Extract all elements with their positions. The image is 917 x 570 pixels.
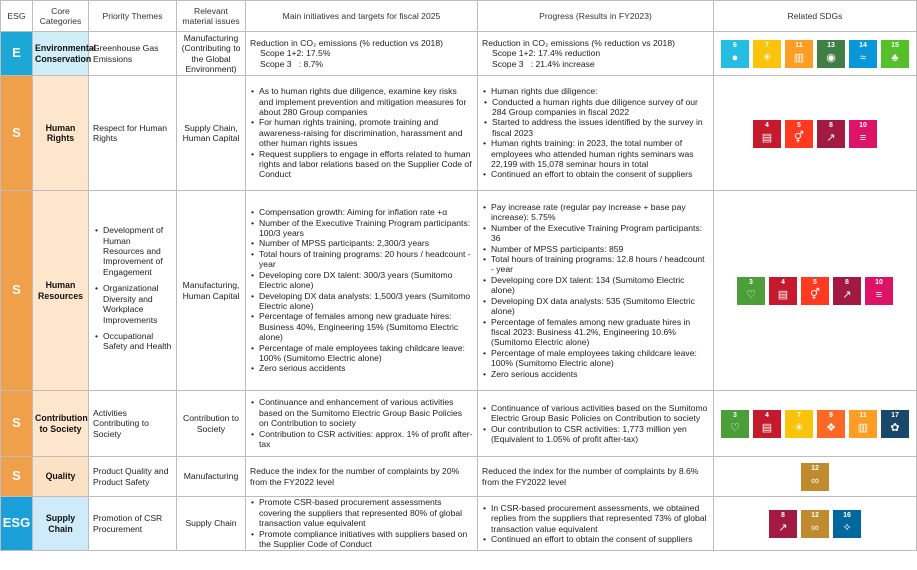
sdg-number: 16 <box>843 512 851 519</box>
gender-icon: ⚥ <box>794 131 804 144</box>
header-progress: Progress (Results in FY2023) <box>478 1 714 32</box>
sdg-9-cubes-icon <box>817 410 845 438</box>
sdg-10-equality-icon <box>849 120 877 148</box>
sdg-4-book-icon <box>753 120 781 148</box>
initiatives-cell <box>246 391 478 457</box>
infinity-icon: ∞ <box>811 522 819 534</box>
initiatives-cell: Reduce the index for the number of complaints by 20% from the FY2022 level <box>246 457 478 497</box>
book-icon: ▤ <box>761 131 773 144</box>
book-icon: ▤ <box>761 422 773 434</box>
progress-item: • Continued an effort to obtain the consent of suppliers <box>490 169 709 179</box>
progress-item: • Developing core DX talent: 134 (Sumitomo Electric alone) <box>490 275 709 296</box>
progress-item: • Human rights training: in 2023, the total number of employees who attended human rights seminars was 22,199 with 15,078 seminar hours in total <box>490 138 709 169</box>
esg-cell: S <box>1 191 33 391</box>
sdg-icon-group <box>737 277 893 305</box>
table-row <box>1 497 917 551</box>
initiative-line: Reduction in CO₂ emissions (% reduction vs 2018) <box>250 37 443 48</box>
gender-icon: ⚥ <box>810 289 820 301</box>
sdg-number: 4 <box>781 279 785 286</box>
sun-power-icon: ☀ <box>794 422 804 434</box>
table-row <box>1 191 917 391</box>
table-row <box>1 76 917 191</box>
progress-cell <box>478 76 714 191</box>
initiative-item: • Compensation growth: Aiming for inflation rate +α <box>258 207 473 217</box>
initiative-item: • Number of the Executive Training Program participants: 100/3 years <box>258 218 473 239</box>
progress-cell <box>478 497 714 551</box>
progress-line: Scope 1+2: 17.4% reduction <box>492 48 601 59</box>
sdg-12-infinity-icon <box>801 463 829 491</box>
sdg-17-flower-icon <box>881 410 909 438</box>
sdg-icon-group <box>801 463 829 491</box>
sdg-number: 8 <box>845 279 849 286</box>
sdg-icon-group <box>769 510 861 538</box>
material-issue-cell: Contribution to Society <box>177 391 246 457</box>
initiative-item: • Promote compliance initiatives with suppliers based on the Supplier Code of Conduct <box>258 529 473 550</box>
sdg-number: 4 <box>765 121 769 129</box>
header-priority-themes: Priority Themes <box>89 1 177 32</box>
sdg-cell <box>714 76 917 191</box>
progress-item: • Human rights due diligence: <box>490 86 709 96</box>
sdg-number: 7 <box>797 412 801 419</box>
sdg-3-heartbeat-icon <box>737 277 765 305</box>
initiative-item: • Request suppliers to engage in efforts related to human rights and labor relations based on the Supplier Code of Conduct <box>258 149 473 180</box>
sdg-4-book-icon <box>753 410 781 438</box>
sdg-5-gender-icon <box>801 277 829 305</box>
progress-item: • Our contribution to CSR activities: 1,773 million yen (Equivalent to 1.05% of profit after-tax) <box>490 424 709 445</box>
core-category-cell: Human Resources <box>33 191 89 391</box>
heartbeat-icon: ♡ <box>746 289 756 301</box>
core-category-cell: Human Rights <box>33 76 89 191</box>
progress-item: • Total hours of training programs: 12.8 hours / headcount - year <box>490 254 709 275</box>
heartbeat-icon: ♡ <box>730 422 740 434</box>
cubes-icon: ❖ <box>826 422 836 434</box>
progress-item: • Continuance of various activities based on the Sumitomo Electric Group Basic Policies on Contribution to society <box>490 403 709 424</box>
sdg-number: 5 <box>813 279 817 286</box>
sdg-cell <box>714 497 917 551</box>
progress-subitem: • Started to address the issues identified by the survey in fiscal 2023 <box>491 117 709 138</box>
material-issue-cell: Supply Chain, Human Capital <box>177 76 246 191</box>
initiatives-cell <box>246 32 478 76</box>
progress-item: • Percentage of male employees taking childcare leave: 100% (Sumitomo Electric alone) <box>490 348 709 369</box>
sdg-number: 5 <box>797 121 801 129</box>
initiative-item: • For human rights training, promote training and awareness-raising for discrimination, harassment and other human rights issues <box>258 117 473 148</box>
flower-icon: ✿ <box>890 422 900 434</box>
sdg-11-buildings-icon <box>849 410 877 438</box>
equality-icon: ≡ <box>859 131 867 144</box>
sdg-13-eye-earth-icon <box>817 40 845 68</box>
water-drop-icon: ● <box>731 52 739 64</box>
sdg-12-infinity-icon <box>801 510 829 538</box>
progress-cell <box>478 191 714 391</box>
esg-cell: E <box>1 32 33 76</box>
buildings-icon: ▥ <box>857 422 869 434</box>
material-issue-cell: Manufacturing (Contributing to the Global Environment) <box>177 32 246 76</box>
esg-cell: S <box>1 457 33 497</box>
sdg-number: 14 <box>859 42 867 49</box>
table-row <box>1 391 917 457</box>
initiative-item: • Continuance and enhancement of various activities based on the Sumitomo Electric Group Basic Policies on Contribution to society <box>258 397 473 428</box>
sdg-15-tree-icon <box>881 40 909 68</box>
progress-item: • Zero serious accidents <box>490 369 709 379</box>
priority-theme-item: • Occupational Safety and Health <box>102 331 172 352</box>
sdg-cell <box>714 32 917 76</box>
progress-line: Reduction in CO₂ emissions (% reduction vs 2018) <box>482 37 675 48</box>
initiative-line: Scope 3 : 8.7% <box>260 58 324 69</box>
initiative-item: • As to human rights due diligence, examine key risks and implement prevention and mitigation measures for about 280 Group companies <box>258 86 473 117</box>
sdg-icon-group <box>721 40 909 68</box>
sdg-number: 9 <box>829 412 833 419</box>
sdg-number: 3 <box>733 412 737 419</box>
initiative-item: • Total hours of training programs: 20 hours / headcount - year <box>258 249 473 270</box>
book-icon: ▤ <box>777 289 789 301</box>
sdg-cell <box>714 191 917 391</box>
priority-theme-cell: Promotion of CSR Procurement <box>89 497 177 551</box>
progress-item: • Pay increase rate (regular pay increase + base pay increase): 5.75% <box>490 202 709 223</box>
sdg-11-buildings-icon <box>785 40 813 68</box>
core-category-cell: Environmental Conservation <box>33 32 89 76</box>
progress-item: • In CSR-based procurement assessments, we obtained replies from the suppliers that represented 73% of global transaction value equivalent <box>490 503 709 534</box>
sdg-7-sun-power-icon <box>753 40 781 68</box>
header-material-issues: Relevant material issues <box>177 1 246 32</box>
sdg-8-growth-chart-icon <box>817 120 845 148</box>
growth-chart-icon: ↗ <box>842 289 852 301</box>
header-related-sdgs: Related SDGs <box>714 1 917 32</box>
initiatives-cell <box>246 76 478 191</box>
material-issue-cell: Manufacturing <box>177 457 246 497</box>
material-issue-cell: Supply Chain <box>177 497 246 551</box>
equality-icon: ≡ <box>875 289 883 301</box>
sdg-cell <box>714 391 917 457</box>
table-row <box>1 457 917 497</box>
progress-item: • Continued an effort to obtain the consent of suppliers <box>490 534 709 544</box>
priority-theme-cell: Greenhouse Gas Emissions <box>89 32 177 76</box>
sun-power-icon: ☀ <box>762 52 772 64</box>
sdg-number: 11 <box>859 412 867 419</box>
priority-theme-item: • Development of Human Resources and Improvement of Engagement <box>102 225 172 277</box>
initiatives-cell <box>246 191 478 391</box>
sdg-number: 7 <box>765 42 769 49</box>
buildings-icon: ▥ <box>793 52 805 64</box>
material-issue-cell: Manufacturing, Human Capital <box>177 191 246 391</box>
sdg-number: 13 <box>827 42 835 49</box>
progress-line: Scope 3 : 21.4% increase <box>492 58 595 69</box>
core-category-cell: Supply Chain <box>33 497 89 551</box>
esg-cell: S <box>1 76 33 191</box>
initiative-item: • Promote CSR-based procurement assessments covering the suppliers that represented 80% of global transaction value equivalent <box>258 497 473 528</box>
initiative-item: • Percentage of male employees taking childcare leave: 100% (Sumitomo Electric alone) <box>258 343 473 364</box>
priority-theme-cell <box>89 191 177 391</box>
sdg-icon-group <box>721 410 909 438</box>
sdg-3-heartbeat-icon <box>721 410 749 438</box>
sdg-number: 3 <box>749 279 753 286</box>
sdg-number: 12 <box>811 465 819 472</box>
initiative-item: • Percentage of females among new graduate hires: Business 40%, Engineering 15% (Sumitomo Electric alone) <box>258 311 473 342</box>
sdg-number: 12 <box>811 512 819 519</box>
priority-theme-cell: Activities Contributing to Society <box>89 391 177 457</box>
progress-subitem: • Conducted a human rights due diligence survey of our 284 Group companies in fiscal 2022 <box>491 97 709 118</box>
initiative-item: • Contribution to CSR activities: approx. 1% of profit after-tax <box>258 429 473 450</box>
fish-icon: ≈ <box>859 52 867 64</box>
dove-icon: ✧ <box>842 522 852 534</box>
sdg-14-fish-icon <box>849 40 877 68</box>
sdg-number: 8 <box>781 512 785 519</box>
sdg-5-gender-icon <box>785 120 813 148</box>
initiative-item: • Developing core DX talent: 300/3 years (Sumitomo Electric alone) <box>258 270 473 291</box>
esg-cell: ESG <box>1 497 33 551</box>
initiative-line: Scope 1+2: 17.5% <box>260 48 331 59</box>
esg-cell: S <box>1 391 33 457</box>
priority-theme-cell: Respect for Human Rights <box>89 76 177 191</box>
infinity-icon: ∞ <box>811 475 819 487</box>
sdg-8-growth-chart-icon <box>769 510 797 538</box>
header-core-categories: Core Categories <box>33 1 89 32</box>
sdg-number: 10 <box>859 121 867 129</box>
sdg-number: 17 <box>891 412 899 419</box>
sdg-6-water-drop-icon <box>721 40 749 68</box>
initiative-item: • Developing DX data analysts: 1,500/3 years (Sumitomo Electric alone) <box>258 291 473 312</box>
progress-item: • Developing DX data analysts: 535 (Sumitomo Electric alone) <box>490 296 709 317</box>
sdg-number: 11 <box>795 42 803 49</box>
header-esg: ESG <box>1 1 33 32</box>
initiative-item: • Zero serious accidents <box>258 363 473 373</box>
initiatives-cell <box>246 497 478 551</box>
sdg-8-growth-chart-icon <box>833 277 861 305</box>
tree-icon: ♣ <box>891 52 899 64</box>
header-initiatives: Main initiatives and targets for fiscal 2025 <box>246 1 478 32</box>
sdg-10-equality-icon <box>865 277 893 305</box>
progress-item: • Percentage of females among new graduate hires in fiscal 2023: Business 41.2%, Engineering 10.6% (Sumitomo Electric alone) <box>490 317 709 348</box>
sdg-number: 15 <box>891 42 899 49</box>
sdg-16-dove-icon <box>833 510 861 538</box>
sdg-number: 4 <box>765 412 769 419</box>
progress-item: • Number of MPSS participants: 859 <box>490 244 709 254</box>
progress-cell <box>478 32 714 76</box>
sdg-icon-group <box>753 120 877 148</box>
growth-chart-icon: ↗ <box>826 131 836 144</box>
sdg-7-sun-power-icon <box>785 410 813 438</box>
sdg-number: 8 <box>829 121 833 129</box>
priority-theme-cell: Product Quality and Product Safety <box>89 457 177 497</box>
progress-item: • Number of the Executive Training Program participants: 36 <box>490 223 709 244</box>
header-row <box>1 1 917 32</box>
sdg-number: 10 <box>875 279 883 286</box>
sdg-4-book-icon <box>769 277 797 305</box>
priority-theme-item: • Organizational Diversity and Workplace Improvements <box>102 283 172 325</box>
sdg-cell <box>714 457 917 497</box>
sdg-number: 6 <box>733 42 737 49</box>
initiative-item: • Number of MPSS participants: 2,300/3 years <box>258 238 473 248</box>
progress-cell: Reduced the index for the number of complaints by 8.6% from the FY2022 level <box>478 457 714 497</box>
core-category-cell: Quality <box>33 457 89 497</box>
growth-chart-icon: ↗ <box>778 522 788 534</box>
core-category-cell: Contribution to Society <box>33 391 89 457</box>
table-row <box>1 32 917 76</box>
progress-cell <box>478 391 714 457</box>
eye-earth-icon: ◉ <box>826 52 836 64</box>
